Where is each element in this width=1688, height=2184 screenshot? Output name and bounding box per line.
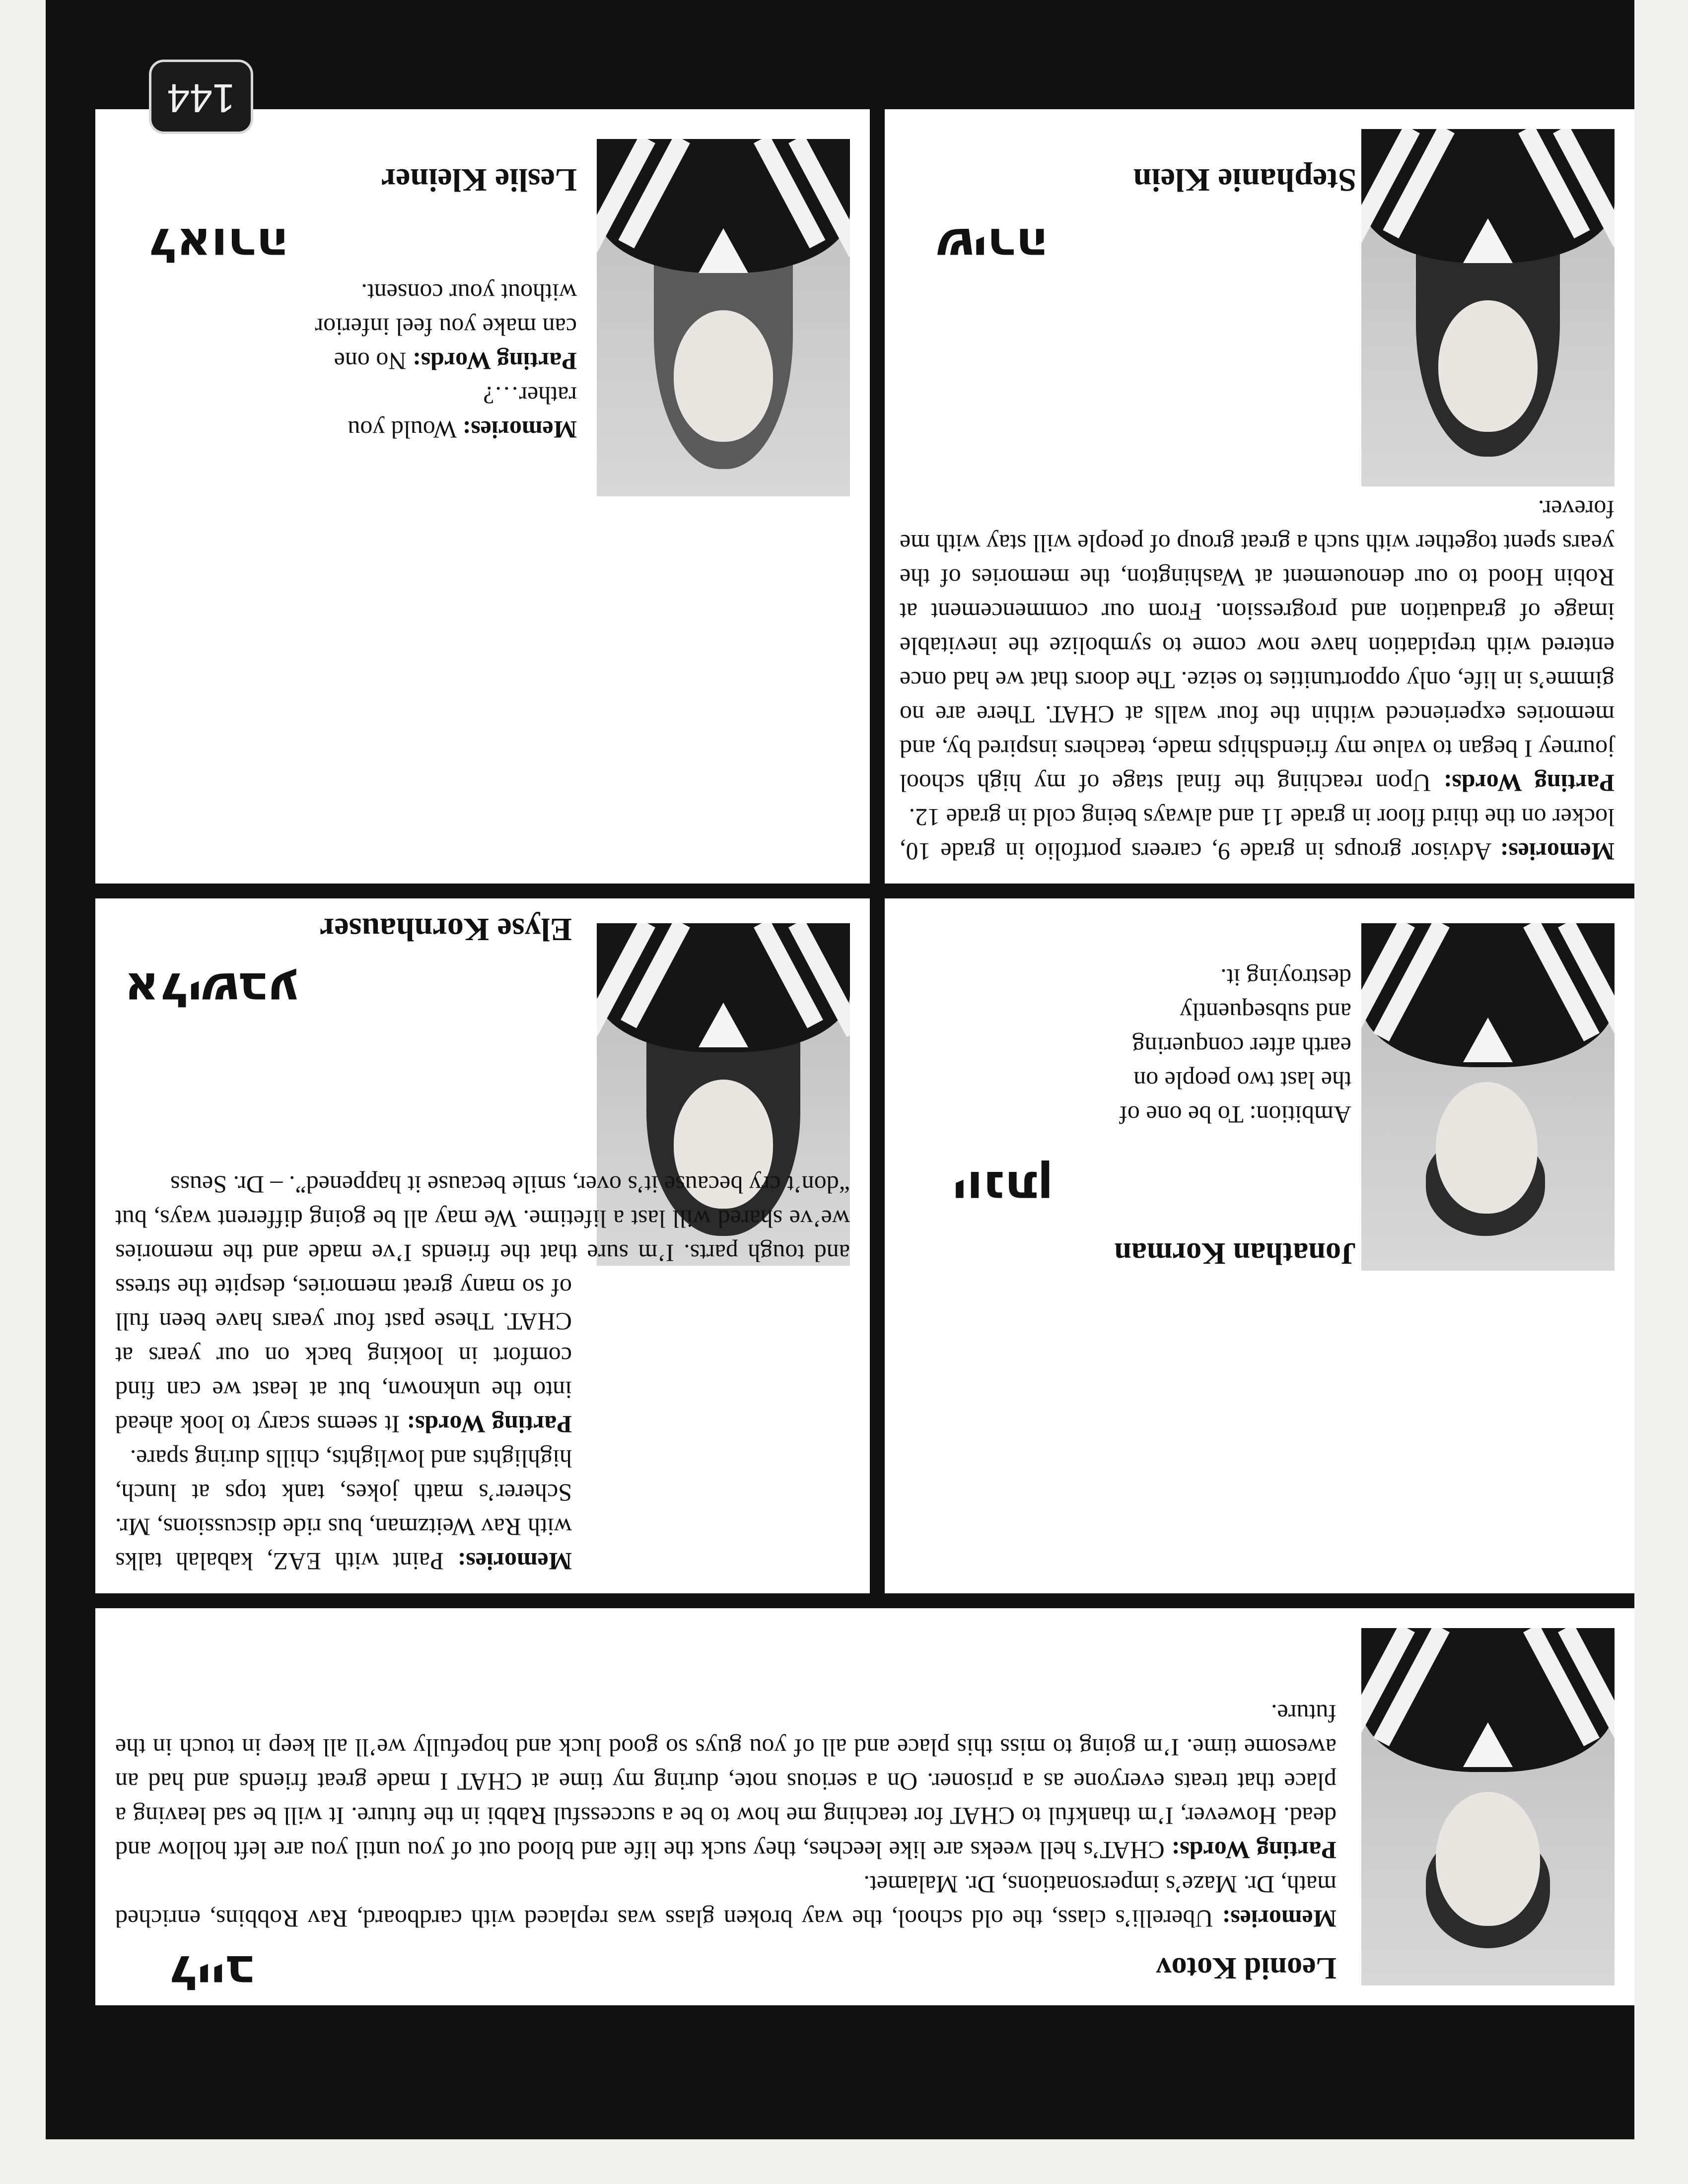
parting-words-text: CHAT’s hell weeks are like leeches, they suck the life and blood out of you until you are left hollow and dead. However, I’m thankful to CHAT for teaching me how to be a successful Rabbi in the future. It will be sad leaving a place that treats everyone as a prisoner. On a serious note, during my time at CHAT I made great friends and had an awesome time. I’m going to miss this place and all of you guys so good luck and hopefully we’ll all keep in touch in the future.: [115, 1700, 1336, 1864]
hebrew-name: יונתן: [952, 1160, 1054, 1216]
memories-text: Advisor groups in grade 9, careers portfolio in grade 10, locker on the third floor in grade 11 and always being cold in grade 12.: [900, 804, 1615, 866]
memories-label: Memories:: [457, 1548, 572, 1575]
student-name: Leslie Kleiner: [381, 162, 577, 198]
student-name: Stephanie Klein: [1133, 162, 1356, 198]
student-name: Leonid Kotov: [1156, 1951, 1336, 1985]
hebrew-name: אלישבע: [124, 962, 299, 1018]
hebrew-name: שירה: [937, 217, 1049, 273]
student-text: [115, 1167, 850, 1578]
student-panel-elyse-kornhauser: [95, 898, 870, 1593]
parting-words-label: Parting Words:: [1171, 1837, 1336, 1864]
parting-words-text: No one can make you feel inferior without your consent.: [315, 279, 577, 375]
parting-words-label: Parting Words:: [1443, 769, 1615, 797]
student-panel-stephanie-klein: [885, 109, 1634, 884]
page-number-badge: [139, 55, 263, 139]
parting-words-text: Upon reaching the final stage of my high school journey I began to value my friendships made, teachers inspired by, and memories experienced within the four walls at CHAT. There are no gimme’s in life, only opportunities to seize. The doors that we had once entered with trepidation have now come to symbolize the inevitable image of graduation and progression. From our commencement at Robin Hood to our denouement at Washington, the memories of the years spent together with such a great group of people will stay with me forever.: [900, 495, 1615, 797]
memories-label: Memories:: [1500, 838, 1615, 866]
ambition-text: Ambition: To be one of the last two people on earth after conquering and subsequently destroying it.: [1119, 964, 1351, 1129]
parting-words-label: Parting Words:: [407, 1411, 572, 1438]
hebrew-name: לייב: [168, 1945, 254, 2000]
parting-words-label: Parting Words:: [412, 347, 577, 375]
student-panel-jonathan-korman: [885, 898, 1634, 1593]
student-text: [115, 1696, 1336, 1936]
memories-text: Paint with EAZ, kabalah talks with Rav Weitzman, bus ride discussions, Mr. Scherer’s math jokes, tank tops at lunch, highlights and lowlights, chills during spare.: [115, 1445, 572, 1575]
student-text: [900, 492, 1615, 869]
student-photo: [1361, 923, 1615, 1271]
student-photo: [1361, 1628, 1615, 1985]
parting-words-text: It seems scary to look ahead into the unknown, but at least we can find comfort in looking back on our years at CHAT. These past four years have been full of so many great memories, despite the stress and tough parts. I’m sure that the friends I’ve made and the memories we’ve shared will last a lifetime. We may all be going different ways, but “don’t cry because it’s over, smile because it happened”. – Dr. Seuss: [115, 1171, 850, 1438]
student-name: Jonathan Korman: [1114, 1236, 1356, 1270]
memories-text: Would you rather…?: [348, 382, 577, 444]
memories-label: Memories:: [462, 416, 577, 444]
student-name: Elyse Kornhauser: [320, 911, 572, 948]
student-photo: [597, 139, 850, 496]
student-text: [299, 275, 577, 447]
black-page-background: [46, 0, 1634, 2139]
memories-text: Uberelli’s class, the old school, the way broken glass was replaced with cardboard, Rav Robbins, enriched math, Dr. Maze’s impersonations, Dr. Malamet.: [115, 1871, 1336, 1933]
student-photo: [1361, 129, 1615, 486]
student-panel-leslie-kleiner: [95, 109, 870, 884]
memories-label: Memories:: [1222, 1905, 1336, 1933]
student-panel-leonid-kotov: [95, 1608, 1634, 2005]
hebrew-name: לאורה: [147, 217, 289, 273]
page-number: 144: [167, 75, 235, 121]
